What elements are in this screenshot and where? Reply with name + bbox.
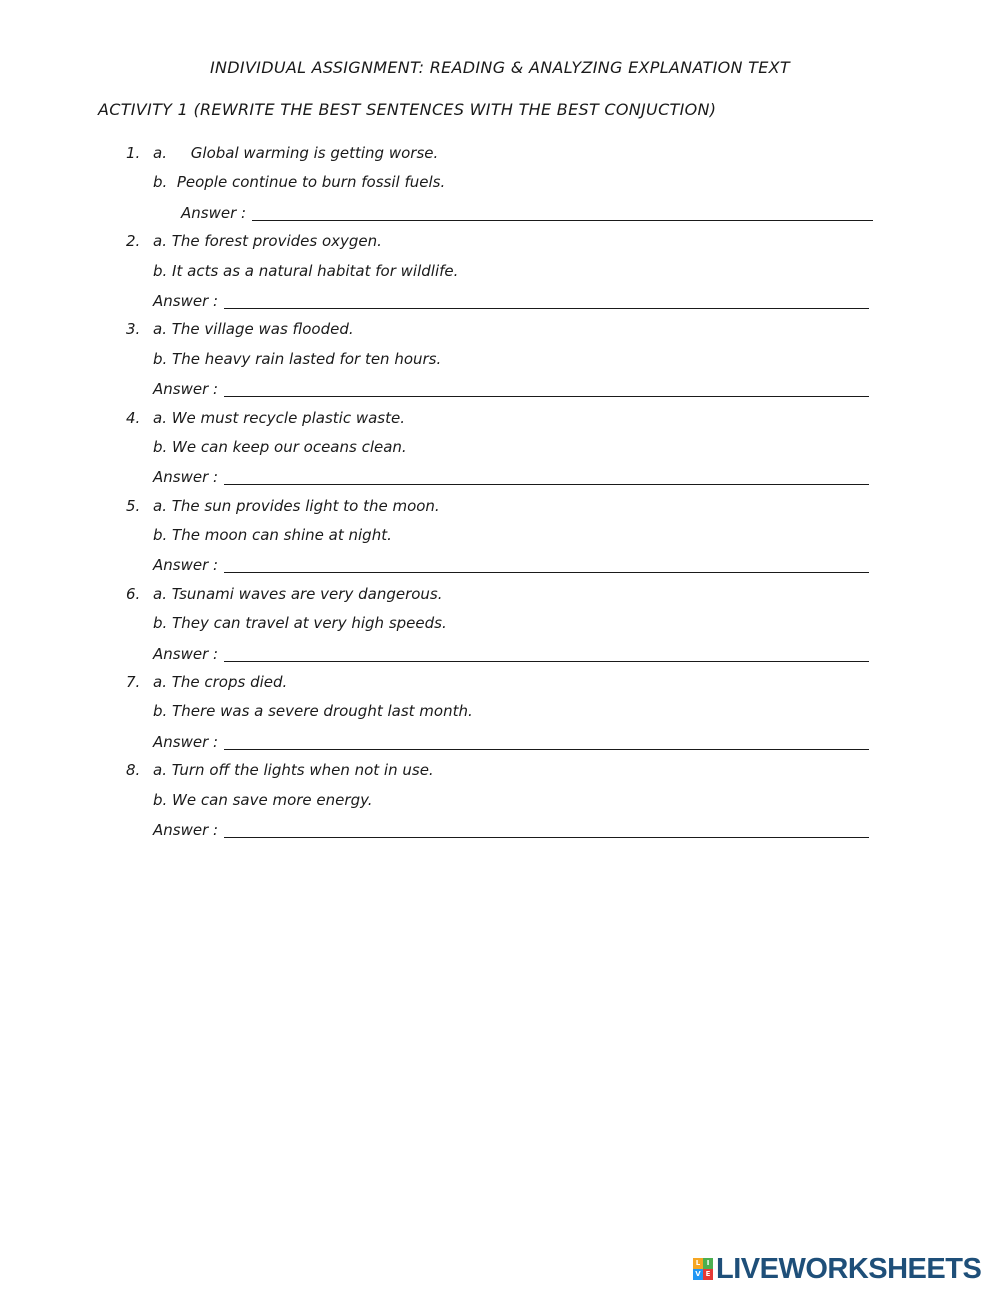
sentence-a: a. The crops died. — [153, 673, 288, 692]
sentence-a: a. Turn off the lights when not in use. — [153, 761, 434, 780]
question-line-a — [126, 229, 886, 258]
answer-input-4[interactable] — [224, 464, 869, 485]
answer-line — [126, 288, 886, 317]
question-list — [126, 141, 886, 846]
answer-line — [126, 464, 886, 493]
question-line-a — [126, 670, 886, 699]
answer-label: Answer : — [153, 468, 219, 487]
answer-row — [153, 464, 869, 489]
logo-letter: I — [703, 1258, 713, 1269]
answer-row — [153, 817, 869, 842]
answer-row — [153, 552, 869, 577]
answer-row — [153, 376, 869, 401]
sentence-b: b. People continue to burn fossil fuels. — [153, 173, 446, 192]
question-line-b — [126, 347, 886, 376]
sentence-a: a. The village was flooded. — [153, 320, 354, 339]
question-item — [126, 141, 886, 229]
answer-row — [153, 288, 869, 313]
answer-label: Answer : — [153, 732, 219, 751]
liveworksheets-logo-icon — [693, 1258, 713, 1280]
question-item — [126, 229, 886, 317]
question-line-a — [126, 141, 886, 170]
question-line-b — [126, 699, 886, 728]
sentence-a: a. Global warming is getting worse. — [153, 144, 439, 162]
question-item — [126, 317, 886, 405]
liveworksheets-branding — [693, 1254, 981, 1284]
sentence-a: a. We must recycle plastic waste. — [153, 408, 405, 427]
sentence-a: a. Tsunami waves are very dangerous. — [153, 584, 443, 603]
question-item — [126, 494, 886, 582]
question-number: 8. — [126, 761, 141, 780]
answer-line — [126, 376, 886, 405]
answer-line — [126, 817, 886, 846]
answer-input-5[interactable] — [224, 552, 869, 573]
question-line-a — [126, 494, 886, 523]
answer-line — [126, 641, 886, 670]
answer-row — [153, 729, 869, 754]
page-title: INDIVIDUAL ASSIGNMENT: READING & ANALYZING EXPLANATION TEXT — [210, 58, 790, 77]
question-number: 3. — [126, 320, 141, 339]
question-line-a — [126, 317, 886, 346]
question-line-b — [126, 788, 886, 817]
question-item — [126, 670, 886, 758]
answer-row — [153, 641, 869, 666]
question-item — [126, 406, 886, 494]
sentence-b: b. It acts as a natural habitat for wildlife. — [153, 261, 459, 280]
answer-input-2[interactable] — [224, 288, 869, 309]
sentence-b: b. There was a severe drought last month. — [153, 702, 473, 721]
logo-letter: L — [693, 1258, 703, 1269]
question-line-b — [126, 523, 886, 552]
question-line-b — [126, 611, 886, 640]
question-line-a — [126, 758, 886, 787]
answer-line — [126, 552, 886, 581]
sentence-b: b. We can save more energy. — [153, 790, 373, 809]
question-number: 2. — [126, 232, 141, 251]
question-line-b — [126, 170, 886, 199]
sentence-b: b. They can travel at very high speeds. — [153, 614, 447, 633]
question-line-b — [126, 435, 886, 464]
question-line-a — [126, 582, 886, 611]
answer-label: Answer : — [153, 291, 219, 310]
answer-label: Answer : — [153, 644, 219, 663]
sentence-b: b. We can keep our oceans clean. — [153, 437, 407, 456]
answer-input-8[interactable] — [224, 817, 869, 838]
answer-input-6[interactable] — [224, 641, 869, 662]
sentence-b: b. The heavy rain lasted for ten hours. — [153, 349, 442, 368]
answer-line — [126, 729, 886, 758]
answer-label: Answer : — [153, 380, 219, 399]
sentence-a: a. The forest provides oxygen. — [153, 232, 382, 251]
question-line-a — [126, 406, 886, 435]
sentence-b: b. The moon can shine at night. — [153, 526, 392, 545]
answer-line — [126, 200, 886, 229]
activity-title: ACTIVITY 1 (REWRITE THE BEST SENTENCES WITH THE BEST CONJUCTION) — [98, 100, 717, 119]
logo-letter: V — [693, 1269, 703, 1280]
question-number: 6. — [126, 584, 141, 603]
question-item — [126, 758, 886, 846]
question-number: 7. — [126, 673, 141, 692]
answer-input-1[interactable] — [252, 200, 873, 221]
answer-input-3[interactable] — [224, 376, 869, 397]
logo-letter: E — [703, 1269, 713, 1280]
answer-label: Answer : — [153, 820, 219, 839]
brand-name: LIVEWORKSHEETS — [716, 1253, 982, 1285]
question-number: 1. — [126, 144, 141, 162]
question-number: 5. — [126, 496, 141, 515]
answer-label: Answer : — [181, 203, 247, 222]
sentence-a: a. The sun provides light to the moon. — [153, 496, 440, 515]
question-number: 4. — [126, 408, 141, 427]
question-item — [126, 582, 886, 670]
question-line-b — [126, 259, 886, 288]
answer-label: Answer : — [153, 556, 219, 575]
answer-input-7[interactable] — [224, 729, 869, 750]
answer-row — [181, 200, 873, 225]
